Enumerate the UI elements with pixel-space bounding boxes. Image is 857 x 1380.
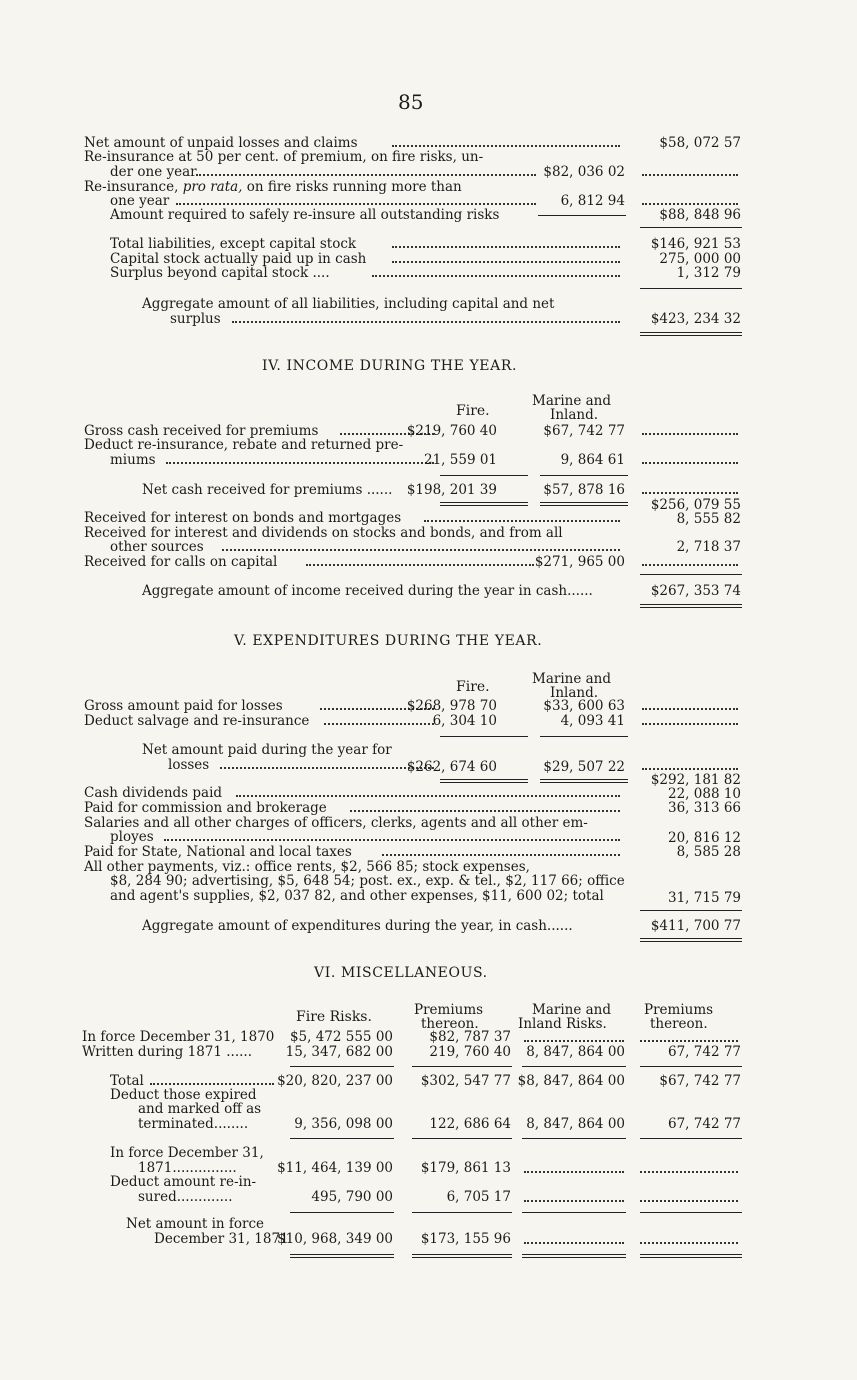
double-rule xyxy=(540,502,628,506)
rule xyxy=(640,1138,742,1139)
misc-label: and marked off as xyxy=(138,1101,262,1117)
expense-marine: $33, 600 63 xyxy=(543,698,625,714)
rule xyxy=(640,1212,742,1213)
leader-dots xyxy=(642,564,738,566)
expense-total: 8, 585 28 xyxy=(676,844,741,860)
income-label: Gross cash received for premiums xyxy=(84,423,319,439)
leader-dots xyxy=(150,1083,274,1085)
misc-label: Net amount in force xyxy=(126,1216,265,1232)
expense-total: $411, 700 77 xyxy=(650,918,741,934)
rule xyxy=(290,1138,394,1139)
rule xyxy=(290,1212,394,1213)
liability-label: Amount required to safely re-insure all outstanding risks xyxy=(110,207,500,223)
income-fire: $219, 760 40 xyxy=(406,423,497,439)
leader-dots xyxy=(324,723,434,725)
rule xyxy=(640,574,742,575)
double-rule xyxy=(640,332,742,336)
section-heading: IV. INCOME DURING THE YEAR. xyxy=(262,358,518,374)
misc-fire: 15, 347, 682 00 xyxy=(285,1044,393,1060)
misc-prem1: 6, 705 17 xyxy=(446,1189,511,1205)
leader-dots xyxy=(524,1200,624,1202)
misc-prem1: $173, 155 96 xyxy=(420,1231,511,1247)
expense-label: and agent's supplies, $2, 037 82, and other expenses, $11, 600 02; total xyxy=(110,888,604,904)
double-rule xyxy=(522,1254,626,1258)
leader-dots xyxy=(232,321,620,323)
leader-dots xyxy=(640,1171,738,1173)
leader-dots xyxy=(524,1040,624,1042)
rule xyxy=(540,475,628,476)
leader-dots xyxy=(642,174,738,176)
leader-dots xyxy=(350,810,620,812)
misc-prem2: $67, 742 77 xyxy=(659,1073,741,1089)
section-heading: VI. MISCELLANEOUS. xyxy=(314,965,488,981)
rule xyxy=(640,227,742,228)
leader-dots xyxy=(642,708,738,710)
column-header: Marine and xyxy=(532,1002,612,1018)
column-header: Fire. xyxy=(456,403,490,419)
misc-prem1: 122, 686 64 xyxy=(429,1116,511,1132)
rule xyxy=(522,1138,626,1139)
double-rule xyxy=(290,1254,394,1258)
liability-label: Surplus beyond capital stock .... xyxy=(110,265,330,281)
rule xyxy=(538,215,626,216)
double-rule xyxy=(640,1254,742,1258)
misc-label: In force December 31, xyxy=(110,1145,264,1161)
liability-label: Net amount of unpaid losses and claims xyxy=(84,135,358,151)
expense-label: Cash dividends paid xyxy=(84,785,223,801)
rule xyxy=(440,736,528,737)
leader-dots xyxy=(640,1040,738,1042)
expense-fire: $262, 674 60 xyxy=(406,759,497,775)
liability-total: $423, 234 32 xyxy=(650,311,741,327)
double-rule xyxy=(412,1254,512,1258)
misc-marine: $8, 847, 864 00 xyxy=(517,1073,625,1089)
liability-amount: 6, 812 94 xyxy=(560,193,625,209)
leader-dots xyxy=(392,246,620,248)
leader-dots xyxy=(642,462,738,464)
misc-fire: $20, 820, 237 00 xyxy=(277,1073,393,1089)
income-marine: 9, 864 61 xyxy=(560,452,625,468)
expense-fire: $268, 978 70 xyxy=(406,698,497,714)
expense-label: Net amount paid during the year for xyxy=(142,742,392,758)
misc-fire: $5, 472 555 00 xyxy=(289,1029,393,1045)
expense-label: Gross amount paid for losses xyxy=(84,698,283,714)
misc-label: December 31, 1871 xyxy=(154,1231,289,1247)
leader-dots xyxy=(642,203,738,205)
leader-dots xyxy=(424,520,620,522)
liability-label: surplus xyxy=(170,311,221,327)
income-total: 2, 718 37 xyxy=(676,539,741,555)
income-total: 8, 555 82 xyxy=(676,511,741,527)
liability-total: $146, 921 53 xyxy=(650,236,741,252)
expense-label: Aggregate amount of expenditures during the year, in cash...... xyxy=(142,918,573,934)
expense-total: 22, 088 10 xyxy=(668,786,741,802)
leader-dots xyxy=(640,1242,738,1244)
leader-dots xyxy=(236,795,620,797)
liability-label: Re-insurance at 50 per cent. of premium, on fire risks, un- xyxy=(84,149,484,165)
liability-total: $88, 848 96 xyxy=(659,207,741,223)
expense-total: 20, 816 12 xyxy=(668,830,741,846)
column-header: Premiums xyxy=(644,1002,714,1018)
misc-prem2: 67, 742 77 xyxy=(668,1044,741,1060)
misc-fire: 9, 356, 098 00 xyxy=(294,1116,393,1132)
double-rule xyxy=(540,779,628,783)
income-marine: $57, 878 16 xyxy=(543,482,625,498)
income-total: $256, 079 55 xyxy=(650,497,741,513)
expense-total: 36, 313 66 xyxy=(668,800,741,816)
rule xyxy=(640,910,742,911)
column-header: Inland. xyxy=(550,685,599,701)
misc-label: 1871............... xyxy=(138,1160,237,1176)
leader-dots xyxy=(166,462,434,464)
income-fire: 21, 559 01 xyxy=(424,452,497,468)
leader-dots xyxy=(196,174,536,176)
expense-label: Paid for State, National and local taxes xyxy=(84,844,352,860)
misc-label: Total xyxy=(110,1073,144,1089)
misc-fire: 495, 790 00 xyxy=(311,1189,393,1205)
misc-prem1: $302, 547 77 xyxy=(420,1073,511,1089)
rule xyxy=(412,1138,512,1139)
column-header: Inland. xyxy=(550,407,599,423)
leader-dots xyxy=(392,261,620,263)
leader-dots xyxy=(524,1242,624,1244)
income-marine: $271, 965 00 xyxy=(534,554,625,570)
expense-label: Salaries and all other charges of officers, clerks, agents and all other em- xyxy=(84,815,588,831)
liability-label: Aggregate amount of all liabilities, including capital and net xyxy=(142,296,555,312)
liability-amount: $82, 036 02 xyxy=(543,164,625,180)
rule xyxy=(290,1066,394,1067)
double-rule xyxy=(440,502,528,506)
leader-dots xyxy=(176,203,536,205)
rule xyxy=(522,1066,626,1067)
liability-total: 275, 000 00 xyxy=(659,251,741,267)
misc-label: Written during 1871 ...... xyxy=(82,1044,252,1060)
leader-dots xyxy=(382,854,620,856)
rule xyxy=(540,736,628,737)
misc-marine: 8, 847, 864 00 xyxy=(526,1044,625,1060)
misc-label: terminated........ xyxy=(138,1116,249,1132)
column-header: Marine and xyxy=(532,671,612,687)
liability-label: Total liabilities, except capital stock xyxy=(110,236,357,252)
liability-label: Capital stock actually paid up in cash xyxy=(110,251,367,267)
leader-dots xyxy=(164,839,620,841)
leader-dots xyxy=(222,549,620,551)
misc-prem1: $82, 787 37 xyxy=(429,1029,511,1045)
liability-label: der one year xyxy=(110,164,197,180)
rule xyxy=(640,1066,742,1067)
rule xyxy=(412,1066,512,1067)
column-header: thereon. xyxy=(421,1016,479,1032)
liability-label: Re-insurance, pro rata, on fire risks running more than xyxy=(84,179,462,195)
leader-dots xyxy=(642,492,738,494)
liability-label: one year xyxy=(110,193,170,209)
misc-prem1: $179, 861 13 xyxy=(420,1160,511,1176)
income-label: Received for interest and dividends on stocks and bonds, and from all xyxy=(84,525,563,541)
expense-label: Paid for commission and brokerage xyxy=(84,800,327,816)
double-rule xyxy=(440,779,528,783)
income-label: other sources xyxy=(110,539,204,555)
column-header: Fire. xyxy=(456,679,490,695)
expense-total: 31, 715 79 xyxy=(668,890,741,906)
leader-dots xyxy=(392,145,620,147)
column-header: Inland Risks. xyxy=(518,1016,607,1032)
leader-dots xyxy=(642,433,738,435)
income-label: miums xyxy=(110,452,156,468)
column-header: Marine and xyxy=(532,393,612,409)
leader-dots xyxy=(642,768,738,770)
expense-label: Deduct salvage and re-insurance xyxy=(84,713,310,729)
double-rule xyxy=(640,604,742,608)
misc-fire: $11, 464, 139 00 xyxy=(277,1160,393,1176)
leader-dots xyxy=(306,564,534,566)
income-label: Net cash received for premiums ...... xyxy=(142,482,393,498)
leader-dots xyxy=(220,767,434,769)
expense-label: losses xyxy=(168,757,210,773)
rule xyxy=(440,475,528,476)
income-marine: $67, 742 77 xyxy=(543,423,625,439)
column-header: thereon. xyxy=(650,1016,708,1032)
column-header: Fire Risks. xyxy=(296,1009,372,1025)
misc-label: In force December 31, 1870 xyxy=(82,1029,275,1045)
liability-total: $58, 072 57 xyxy=(659,135,741,151)
column-header: Premiums xyxy=(414,1002,484,1018)
misc-marine: 8, 847, 864 00 xyxy=(526,1116,625,1132)
expense-marine: 4, 093 41 xyxy=(560,713,625,729)
misc-label: Deduct those expired xyxy=(110,1087,257,1103)
leader-dots xyxy=(640,1200,738,1202)
leader-dots xyxy=(372,275,620,277)
rule xyxy=(412,1212,512,1213)
income-label: Received for calls on capital xyxy=(84,554,278,570)
page-number: 85 xyxy=(398,90,424,114)
expense-label: All other payments, viz.: office rents, $2, 566 85; stock expenses, xyxy=(84,859,530,875)
income-label: Aggregate amount of income received during the year in cash...... xyxy=(142,583,593,599)
leader-dots xyxy=(642,723,738,725)
income-total: $267, 353 74 xyxy=(650,583,741,599)
expense-fire: 6, 304 10 xyxy=(432,713,497,729)
misc-prem1: 219, 760 40 xyxy=(429,1044,511,1060)
expense-marine: $29, 507 22 xyxy=(543,759,625,775)
income-label: Received for interest on bonds and mortgages xyxy=(84,510,402,526)
misc-fire: $10, 968, 349 00 xyxy=(277,1231,393,1247)
expense-label: $8, 284 90; advertising, $5, 648 54; post. ex., exp. & tel., $2, 117 66; office xyxy=(110,873,625,889)
leader-dots xyxy=(524,1171,624,1173)
misc-label: sured............. xyxy=(138,1189,233,1205)
misc-label: Deduct amount re-in- xyxy=(110,1174,257,1190)
double-rule xyxy=(640,938,742,942)
liability-total: 1, 312 79 xyxy=(676,265,741,281)
income-fire: $198, 201 39 xyxy=(406,482,497,498)
rule xyxy=(522,1212,626,1213)
section-heading: V. EXPENDITURES DURING THE YEAR. xyxy=(234,633,543,649)
income-label: Deduct re-insurance, rebate and returned pre- xyxy=(84,437,404,453)
expense-label: ployes xyxy=(110,829,154,845)
rule xyxy=(640,288,742,289)
misc-prem2: 67, 742 77 xyxy=(668,1116,741,1132)
expense-total: $292, 181 82 xyxy=(650,772,741,788)
